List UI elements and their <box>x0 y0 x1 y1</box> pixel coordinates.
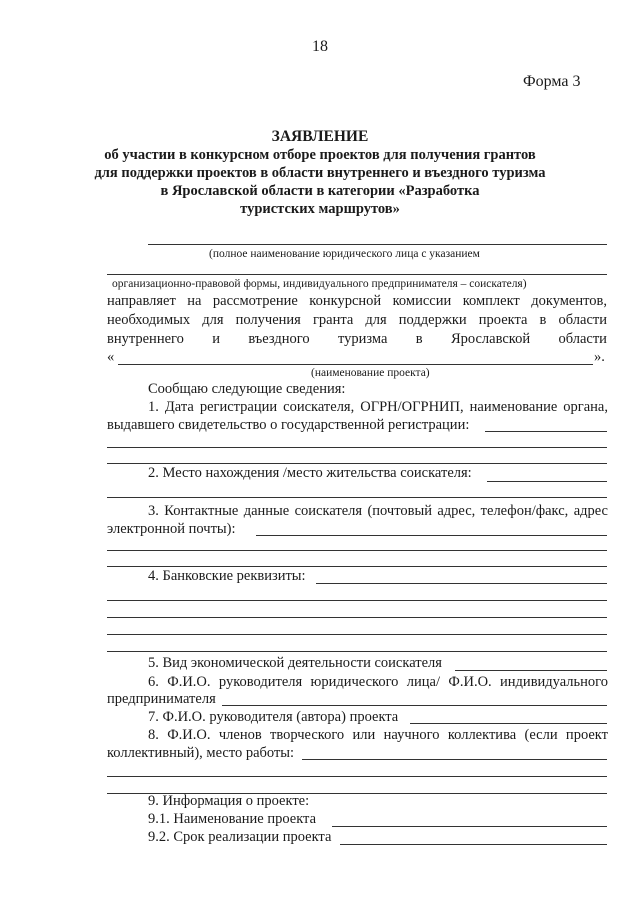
quote-close: ». <box>594 349 605 365</box>
item-8-line-2: коллективный), место работы: <box>107 745 295 761</box>
item-6-field[interactable] <box>222 705 607 706</box>
item-8-field[interactable] <box>302 759 607 760</box>
intro-word: туризма <box>337 331 388 347</box>
item-3-line-2: электронной почты): <box>107 521 236 537</box>
document-title: ЗАЯВЛЕНИЕ <box>271 128 369 145</box>
form-label: Форма 3 <box>523 73 581 90</box>
page-number: 18 <box>312 38 328 55</box>
item-4-field-line-2[interactable] <box>107 600 607 601</box>
item-6-line-2: предпринимателя <box>107 691 216 707</box>
item-4-field-line-4[interactable] <box>107 634 607 635</box>
item-4-field[interactable] <box>316 583 607 584</box>
item-9-1-field[interactable] <box>332 826 607 827</box>
intro-word: и <box>212 331 220 347</box>
subtitle-line-2: для поддержки проектов в области внутреннего и въездного туризма <box>94 165 546 181</box>
intro-line-3 <box>107 331 607 348</box>
intro-line-1: направляет на рассмотрение конкурсной комиссии комплект документов, <box>107 293 607 309</box>
item-9-2-field[interactable] <box>340 844 607 845</box>
item-6-line-1: 6. Ф.И.О. руководителя юридического лица/ Ф.И.О. индивидуального <box>148 674 608 690</box>
item-4-field-line-3[interactable] <box>107 617 607 618</box>
item-3-field[interactable] <box>256 535 607 536</box>
item-1-field-line-2[interactable] <box>107 447 607 448</box>
item-4-label: 4. Банковские реквизиты: <box>148 568 306 584</box>
item-9-label: 9. Информация о проекте: <box>148 793 310 809</box>
info-intro: Сообщаю следующие сведения: <box>148 381 346 397</box>
subtitle-line-4: туристских маршрутов» <box>240 201 400 217</box>
item-7-label: 7. Ф.И.О. руководителя (автора) проекта <box>148 709 399 725</box>
intro-word: внутреннего <box>107 331 184 347</box>
item-1-line-2: выдавшего свидетельство о государственной регистрации: <box>107 417 470 433</box>
item-5-field[interactable] <box>455 670 607 671</box>
item-7-field[interactable] <box>410 723 607 724</box>
item-1-line-1: 1. Дата регистрации соискателя, ОГРН/ОГРНИП, наименование органа, <box>148 399 608 415</box>
item-8-field-line-2[interactable] <box>107 776 607 777</box>
intro-word: въездного <box>248 331 310 347</box>
item-3-field-line-2[interactable] <box>107 550 607 551</box>
subtitle-line-1: об участии в конкурсном отборе проектов для получения грантов <box>104 147 536 163</box>
item-2-field-line-2[interactable] <box>107 497 607 498</box>
item-1-field-line-3[interactable] <box>107 463 607 464</box>
item-2-label: 2. Место нахождения /место жительства соискателя: <box>148 465 472 481</box>
intro-line-2: необходимых для получения гранта для поддержки проекта в области <box>107 312 607 328</box>
project-name-field[interactable] <box>118 364 593 365</box>
item-9-2-label: 9.2. Срок реализации проекта <box>148 829 332 845</box>
intro-word: в <box>415 331 423 347</box>
subtitle-line-3: в Ярославской области в категории «Разработка <box>160 183 480 199</box>
applicant-name-field[interactable] <box>148 244 607 245</box>
item-9-1-label: 9.1. Наименование проекта <box>148 811 317 827</box>
quote-open: « <box>107 349 115 365</box>
intro-word: Ярославской <box>450 331 531 347</box>
item-3-field-line-3[interactable] <box>107 566 607 567</box>
item-5-label: 5. Вид экономической деятельности соискателя <box>148 655 442 671</box>
applicant-form-field[interactable] <box>107 274 607 275</box>
item-1-field[interactable] <box>485 431 607 432</box>
item-2-field[interactable] <box>487 481 607 482</box>
applicant-hint-2: организационно-правовой формы, индивидуального предпринимателя – соискателя) <box>112 278 527 290</box>
project-name-hint: (наименование проекта) <box>311 367 430 379</box>
item-3-line-1: 3. Контактные данные соискателя (почтовый адрес, телефон/факс, адрес <box>148 503 608 519</box>
item-8-line-1: 8. Ф.И.О. членов творческого или научного коллектива (если проект <box>148 727 608 743</box>
applicant-hint-1: (полное наименование юридического лица с указанием <box>209 248 480 260</box>
item-4-field-line-5[interactable] <box>107 651 607 652</box>
intro-word: области <box>558 331 607 347</box>
